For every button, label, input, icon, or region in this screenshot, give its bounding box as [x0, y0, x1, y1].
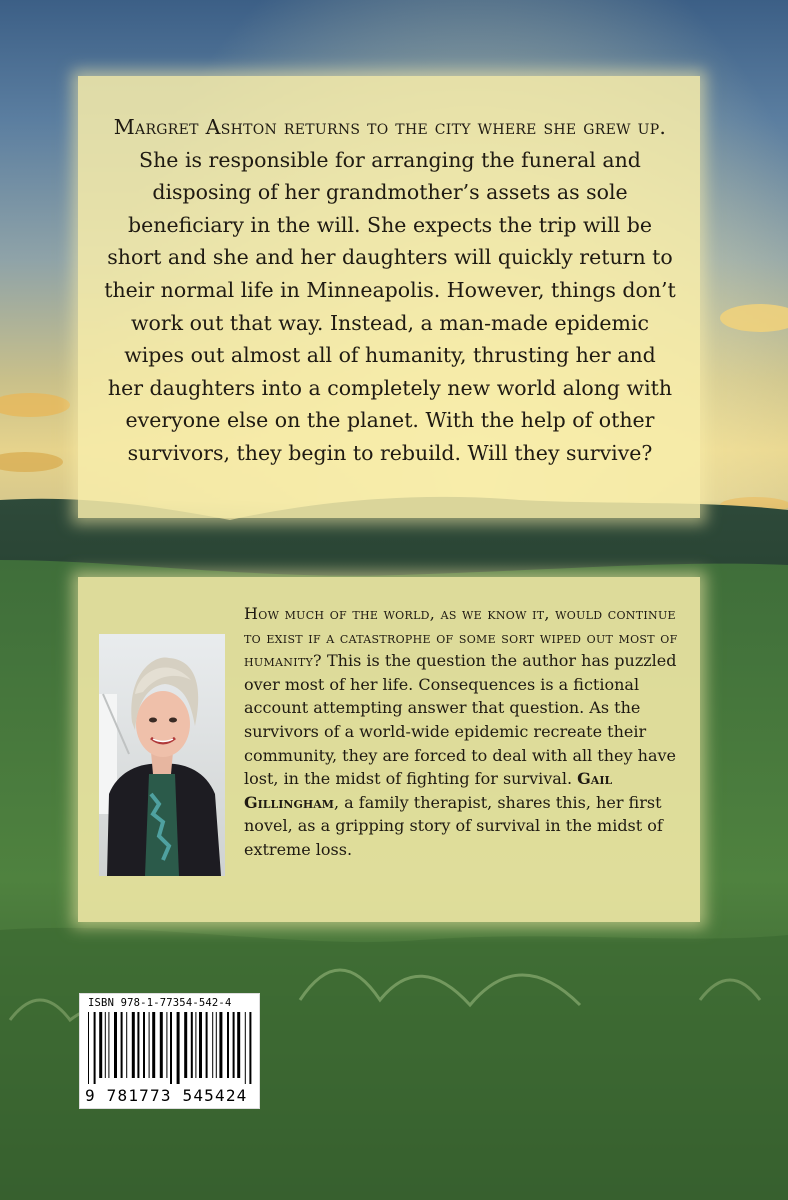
- barcode-bar: [143, 1012, 145, 1078]
- bio-end: , a family therapist, shares this, her first novel, as a gripping story of survival in the midst of extreme loss.: [244, 792, 663, 859]
- barcode-bar: [88, 1012, 89, 1084]
- barcode-digits: 9 781773 545424: [85, 1086, 248, 1105]
- barcode-bar: [233, 1012, 235, 1078]
- barcode-bar: [166, 1012, 167, 1078]
- author-portrait-illustration: [99, 634, 225, 876]
- isbn-label: ISBN 978-1-77354-542-4: [88, 997, 232, 1009]
- barcode-bar: [206, 1012, 208, 1078]
- barcode-bar: [212, 1012, 213, 1078]
- bio-lead: How much of the world, as we know it, would continue to exist if a catastrophe of some sort wiped out most of humanity?: [244, 604, 678, 671]
- barcode-bar: [216, 1012, 217, 1078]
- barcode-bar: [149, 1012, 150, 1078]
- barcode-bars: [86, 1012, 256, 1084]
- barcode-bar: [184, 1012, 187, 1078]
- book-blurb: [104, 111, 676, 470]
- barcode-bar: [99, 1012, 102, 1078]
- barcode-bar: [199, 1012, 202, 1078]
- barcode-bar: [126, 1012, 127, 1078]
- barcode-bar: [160, 1012, 163, 1078]
- barcode-bar: [132, 1012, 135, 1078]
- blurb-body: She is responsible for arranging the funeral and disposing of her grandmother’s assets as sole beneficiary in the will. She expects the trip will be short and she and her daughters will quickly return to their normal life in Minneapolis. However, things don’t work out that way. Instead, a man-made epidemic wipes out almost all of humanity, thrusting her and her daughters into a completely new world along with everyone else on the planet. With the help of other survivors, they begin to rebuild. Will they survive?: [104, 147, 676, 465]
- barcode-bar: [249, 1012, 251, 1084]
- barcode-bar: [121, 1012, 123, 1078]
- barcode-bar: [227, 1012, 229, 1078]
- barcode-bar: [105, 1012, 106, 1078]
- barcode-bar: [245, 1012, 246, 1084]
- bio-middle: This is the question the author has puzzled over most of her life. Consequences is a fictional account attempting answer that question. As the survivors of a world-wide epidemic recreate their community, they are forced to deal with all they have lost, in the midst of fighting for survival.: [244, 651, 677, 789]
- barcode-bar: [237, 1012, 240, 1078]
- barcode-bar: [94, 1012, 96, 1084]
- barcode-bar: [114, 1012, 117, 1078]
- isbn-barcode: [79, 993, 260, 1109]
- author-name: Gail Gillingham: [244, 769, 613, 812]
- barcode-bar: [177, 1012, 180, 1084]
- author-bio: [244, 602, 684, 862]
- blurb-lead: Margret Ashton returns to the city where she grew up.: [113, 115, 667, 139]
- barcode-bar: [170, 1012, 172, 1084]
- barcode-bar: [219, 1012, 222, 1078]
- barcode-bar: [137, 1012, 139, 1078]
- barcode-bar: [152, 1012, 155, 1078]
- barcode-bar: [191, 1012, 193, 1078]
- barcode-bar: [195, 1012, 196, 1078]
- barcode-bar: [108, 1012, 109, 1078]
- author-portrait-image: [99, 634, 225, 876]
